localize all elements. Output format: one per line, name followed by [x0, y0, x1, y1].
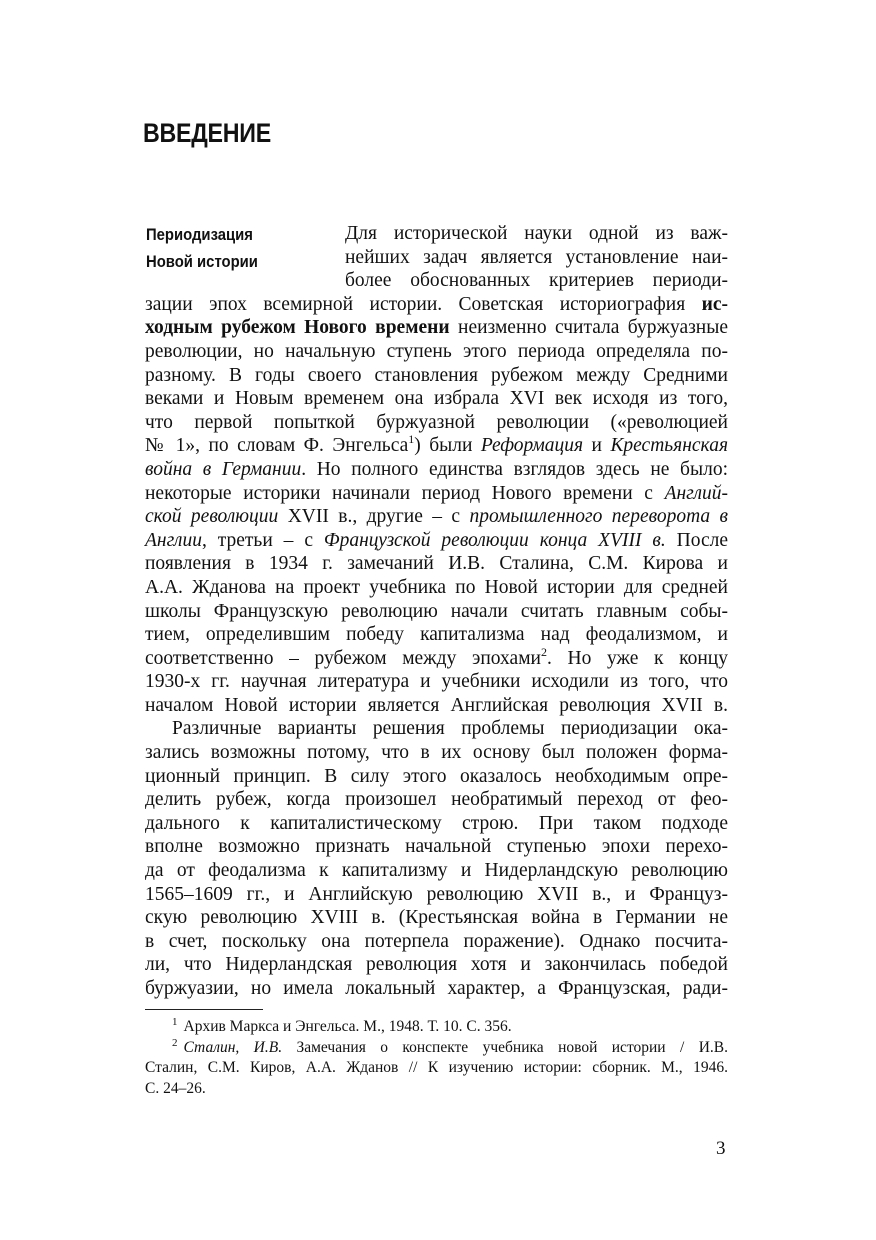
footnote-2-line-2: Сталин, С.М. Киров, А.А. Жданов // К изучению истории: сборник. М., 1946.	[145, 1059, 728, 1076]
text-segment: , третьи – с	[201, 529, 324, 551]
body-text	[145, 222, 728, 1001]
footnote-ref-2[interactable]: 2	[540, 644, 547, 659]
text-line: ционный принцип. В силу этого оказалось необходимым опре-	[145, 765, 728, 787]
bold-term: ходным рубежом Нового времени	[145, 317, 450, 339]
text-segment: и	[583, 435, 611, 457]
text-line	[145, 458, 728, 482]
text-line	[145, 529, 728, 553]
text-line: разному. В годы своего становления рубежом между Средними	[145, 364, 728, 386]
text-segment: соответственно – рубежом между эпохами	[145, 647, 541, 669]
text-line: дального к капиталистическому строю. При таком подходе	[145, 812, 728, 834]
text-line: более обоснованных критериев периоди-	[345, 270, 728, 292]
footnote-1	[145, 1017, 728, 1038]
footnote-mark: 1	[172, 1016, 178, 1028]
text-line: буржуазии, но имела локальный характер, а Французская, ради-	[145, 978, 728, 999]
text-line: в счет, поскольку она потерпела поражение). Однако посчита-	[145, 930, 728, 952]
text-line: Различные варианты решения проблемы периодизации ока-	[172, 718, 728, 740]
text-segment: ) были	[414, 435, 481, 457]
italic-term: Англий-	[664, 482, 728, 504]
text-line: 1565–1609 гг., и Английскую революцию XVII в., и Француз-	[145, 883, 728, 905]
text-line: вполне возможно признать начальной ступенью эпохи перехо-	[145, 836, 728, 858]
footnote-ref-1[interactable]: 1	[408, 432, 415, 447]
footnote-divider	[145, 1009, 263, 1010]
text-line: А.А. Жданова на проект учебника по Новой истории для средней	[145, 576, 728, 598]
italic-term: Крестьянская	[610, 435, 729, 457]
margin-heading-line-2: Новой истории	[146, 253, 258, 271]
chapter-title: ВВЕДЕНИЕ	[143, 118, 271, 148]
text-line: делить рубеж, когда произошел необратимый переход от фео-	[145, 789, 728, 811]
text-line: зались возможны потому, что в их основу был положен форма-	[145, 742, 728, 764]
text-line	[145, 505, 728, 529]
italic-term: Англии	[145, 529, 202, 551]
margin-heading-line-1: Периодизация	[146, 226, 253, 244]
text-line: скую революцию XVIII в. (Крестьянская война в Германии не	[145, 907, 728, 929]
text-line	[145, 644, 728, 671]
text-segment: некоторые историки начинали период Нового времени с	[145, 482, 665, 504]
footnote-2-line-3: С. 24–26.	[145, 1079, 206, 1097]
text-line: Для исторической науки одной из важ-	[345, 223, 728, 244]
text-segment: . Но полного единства взглядов здесь не было:	[301, 458, 728, 480]
text-line: веками и Новым временем она избрала XVI век исходя из того,	[145, 388, 728, 410]
italic-term: война в Германии	[145, 458, 302, 480]
text-line: да от феодализма к капитализму и Нидерландскую революцию	[145, 860, 728, 882]
text-segment: XVII в., другие – с	[278, 506, 470, 528]
footnote-author: Сталин, И.В.	[183, 1038, 283, 1056]
text-line: ли, что Нидерландская революция хотя и закончилась победой	[145, 954, 728, 976]
text-line	[145, 316, 728, 340]
text-line: 1930-х гг. научная литература и учебники исходили из того, что	[145, 671, 728, 693]
italic-term: ской революции	[145, 506, 279, 528]
text-segment: . Но уже к концу	[546, 647, 728, 669]
footnote-2-line-1	[145, 1038, 728, 1059]
text-segment: После	[665, 529, 729, 551]
text-line: нейших задач является установление наи-	[345, 246, 728, 268]
italic-term: Французской революции конца XVIII в.	[323, 529, 666, 551]
text-line: школы Французскую революцию начали считать главным собы-	[145, 600, 728, 622]
text-line	[145, 434, 728, 458]
text-segment: зации эпох всемирной истории. Советская историография	[145, 293, 702, 315]
bold-term: ис-	[701, 293, 728, 315]
text-line	[145, 293, 728, 317]
italic-term: промышленного переворота в	[469, 506, 728, 528]
text-segment: неизменно считала буржуазные	[449, 317, 729, 339]
text-segment: № 1», по словам Ф. Энгельса	[145, 435, 409, 457]
footnote-mark: 2	[172, 1036, 178, 1049]
text-line: что первой попыткой буржуазной революции («революцией	[145, 411, 728, 433]
text-line: тием, определившим победу капитализма над феодализмом, и	[145, 624, 728, 646]
text-line: началом Новой истории является Английская революция XVII в.	[145, 694, 728, 716]
text-line: появления в 1934 г. замечаний И.В. Сталина, С.М. Кирова и	[145, 553, 728, 575]
footnote-text: Замечания о конспекте учебника новой истории / И.В.	[282, 1038, 728, 1056]
page-number: 3	[716, 1138, 726, 1159]
italic-term: Реформация	[480, 435, 584, 457]
text-line	[145, 482, 728, 506]
footnote-text: Архив Маркса и Энгельса. М., 1948. Т. 10. С. 356.	[183, 1018, 512, 1035]
text-line: революции, но начальную ступень этого периода определяла по-	[145, 340, 728, 362]
footnotes	[145, 1017, 728, 1099]
